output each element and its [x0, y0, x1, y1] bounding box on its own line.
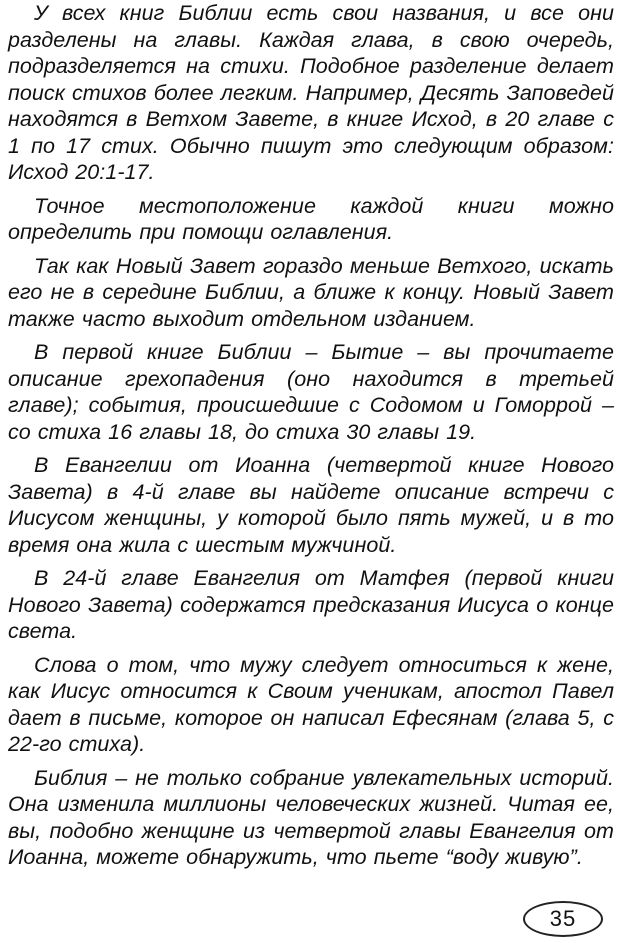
paragraph-living-water: Библия – не только собрание увлекательных историй. Она изменила миллионы человеческих жизней. Читая ее, вы, подобно женщине из четвертой главы Евангелия от Иоанна, можете обнаружить, что пьете “воду живую”. — [8, 765, 614, 869]
paragraph-new-testament: Так как Новый Завет гораздо меньше Ветхого, искать его не в середине Библии, а ближе к концу. Новый Завет также часто выходит отдельном изданием. — [8, 253, 614, 331]
page-number: 35 — [549, 906, 577, 931]
paragraph-table-of-contents: Точное местоположение каждой книги можно определить при помощи оглавления. — [8, 193, 614, 244]
page-number-badge — [523, 901, 603, 937]
paragraph-ephesians: Слова о том, что мужу следует относиться к жене, как Иисус относится к Своим ученикам, апостол Павел дает в письме, которое он написал Ефесянам (глава 5, с 22-го стиха). — [8, 652, 614, 756]
paragraph-gospel-of-matthew: В 24-й главе Евангелия от Матфея (первой книги Нового Завета) содержатся предсказания Иисуса о конце света. — [8, 566, 614, 643]
paragraph-gospel-of-john: В Евангелии от Иоанна (четвертой книге Нового Завета) в 4-й главе вы найдете описание встречи с Иисусом женщины, у которой было пять мужей, и в то время она жила с шестым мужчиной. — [8, 453, 614, 557]
paragraph-genesis: В первой книге Библии – Бытие – вы прочитаете описание грехопадения (оно находится в третьей главе); события, происшедшие с Содомом и Гоморрой – со стиха 16 главы 18, до стиха 30 главы 19. — [8, 340, 614, 444]
body-text — [8, 0, 614, 878]
paragraph-book-names: У всех книг Библии есть свои названия, и все они разделены на главы. Каждая глава, в свою очередь, подразделяется на стихи. Подобное разделение делает поиск стихов более легким. Например, Десять Заповедей находятся в Ветхом Завете, в книге Исход, в 20 главе с 1 по 17 стих. Обычно пишут это следующим образом: Исход 20:1-17. — [8, 1, 614, 184]
